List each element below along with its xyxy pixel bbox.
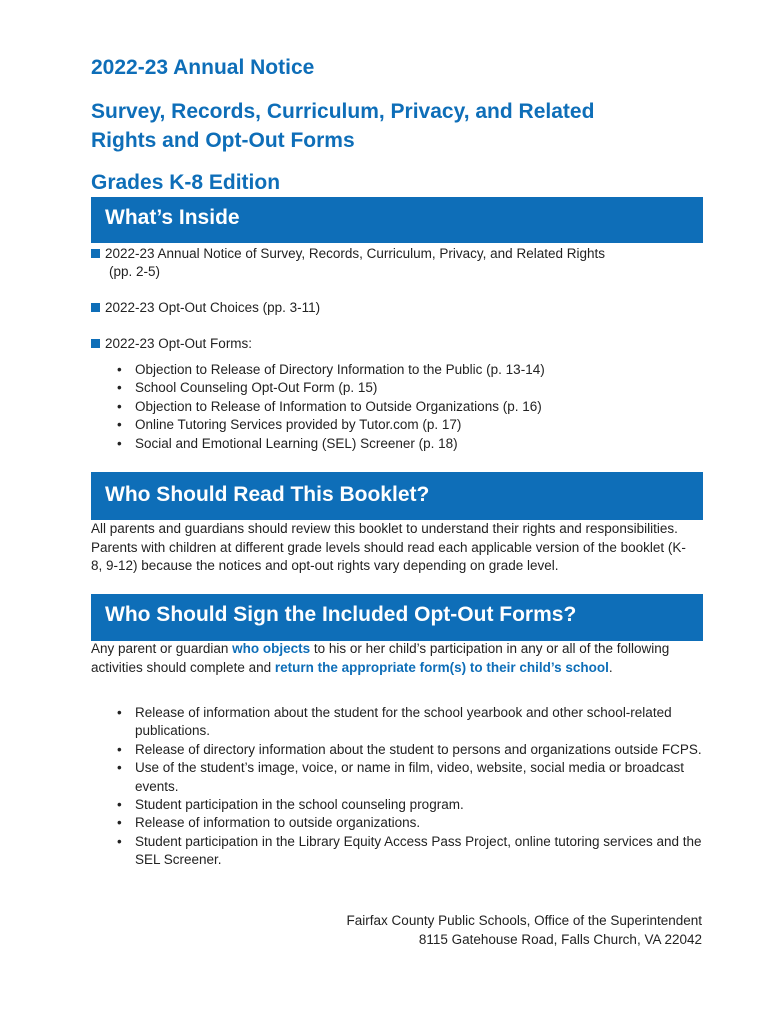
who-objects-emphasis: who objects [232, 641, 311, 656]
opt-out-forms-list [117, 361, 707, 453]
who-sign-heading: Who Should Sign the Included Opt-Out Forms? [105, 603, 577, 626]
who-sign-paragraph: Any parent or guardian who objects to his or her child’s participation in any or all of the following activities should complete and return the appropriate form(s) to their child’s school. [91, 641, 670, 675]
who-sign-banner [91, 594, 703, 641]
footer-line-1: Fairfax County Public Schools, Office of the Superintendent [346, 913, 702, 928]
list-item: • School Counseling Opt-Out Form (p. 15) [117, 379, 707, 397]
who-read-paragraph: All parents and guardians should review this booklet to understand their rights and responsibilities. Parents with children at different grade levels should read each applicable version of the booklet (K-8, 9-12) because the notices and opt-out rights vary depending on grade level. [91, 521, 686, 573]
square-bullet-icon [91, 339, 100, 348]
whats-inside-heading: What’s Inside [105, 206, 240, 229]
list-item: • Objection to Release of Information to Outside Organizations (p. 16) [117, 398, 707, 416]
list-item: • Student participation in the Library Equity Access Pass Project, online tutoring services and the SEL Screener. [117, 833, 707, 870]
whats-inside-banner [91, 197, 703, 243]
footer-line-2: 8115 Gatehouse Road, Falls Church, VA 22042 [418, 932, 702, 947]
list-item: • Release of directory information about the student to persons and organizations outside FCPS. [117, 741, 707, 759]
square-bullet-icon [91, 303, 100, 312]
list-item: 2022-23 Annual Notice of Survey, Records, Curriculum, Privacy, and Related Rights (pp. 2-5) [91, 245, 691, 281]
list-item: • Release of information about the student for the school yearbook and other school-related publications. [117, 704, 707, 741]
title-line-2: Rights and Opt-Out Forms [91, 129, 355, 152]
list-item: • Objection to Release of Directory Information to the Public (p. 13-14) [117, 361, 707, 379]
list-item: • Student participation in the school counseling program. [117, 796, 707, 814]
list-item: • Online Tutoring Services provided by Tutor.com (p. 17) [117, 416, 707, 434]
return-form-emphasis: return the appropriate form(s) to their child’s school [274, 659, 609, 675]
list-item: • Release of information to outside organizations. [117, 814, 707, 832]
title-line-1: Survey, Records, Curriculum, Privacy, and Related [91, 100, 595, 123]
list-item: • Use of the student’s image, voice, or name in film, video, website, social media or broadcast events. [117, 759, 707, 796]
activities-list [117, 704, 707, 870]
square-bullet-icon [91, 249, 100, 258]
who-read-banner [91, 472, 703, 520]
document-title [91, 97, 691, 155]
annual-notice-heading: 2022-23 Annual Notice [91, 56, 315, 79]
who-read-heading: Who Should Read This Booklet? [105, 483, 430, 506]
list-item: 2022-23 Opt-Out Forms: [91, 335, 691, 353]
footer-address [347, 911, 702, 949]
list-item: • Social and Emotional Learning (SEL) Screener (p. 18) [117, 435, 707, 453]
list-item: 2022-23 Opt-Out Choices (pp. 3-11) [91, 299, 691, 317]
edition-heading: Grades K-8 Edition [91, 171, 281, 194]
